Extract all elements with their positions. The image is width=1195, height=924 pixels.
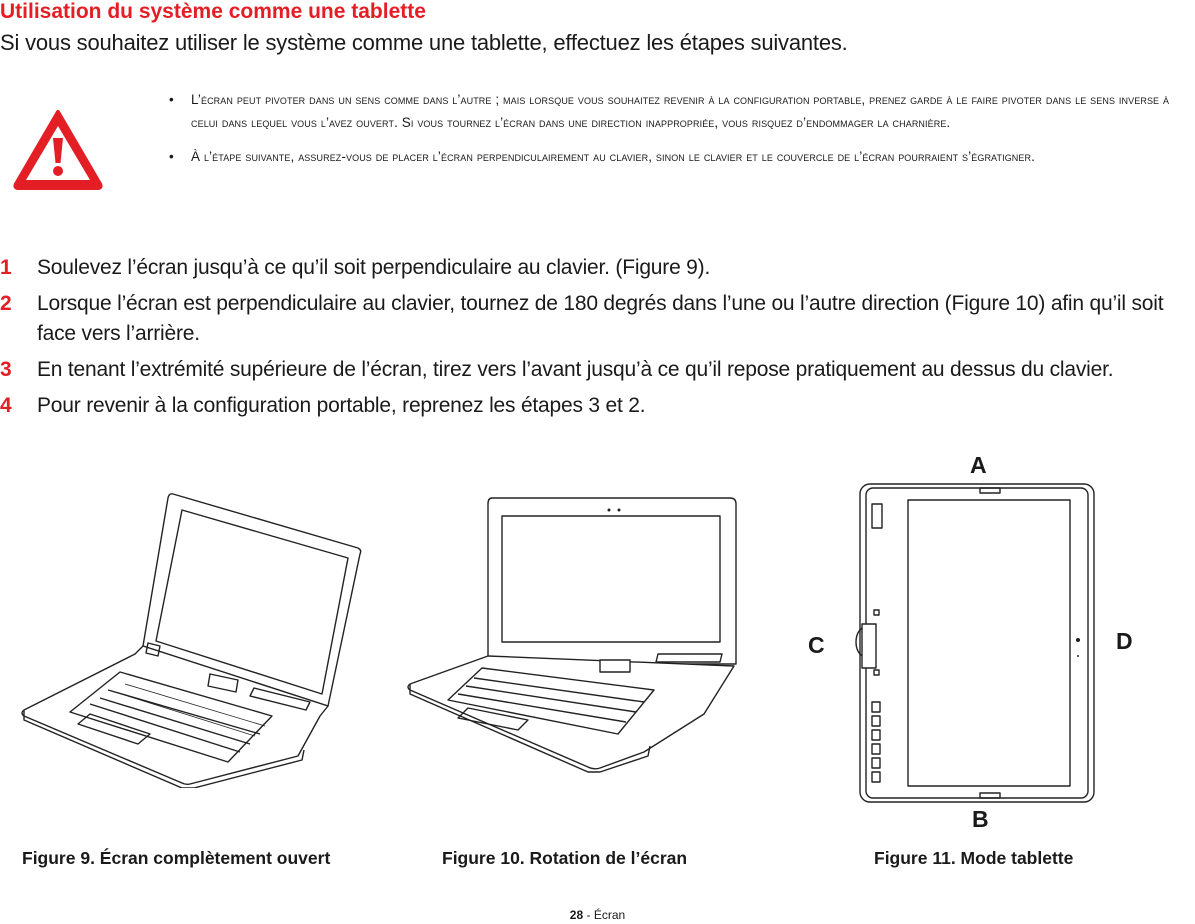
figure-10-screen-rotation (404, 494, 744, 776)
step-item (0, 355, 1195, 385)
warning-item (165, 88, 1190, 134)
figure-11-label-d: D (1116, 628, 1133, 654)
figure-9-caption: Figure 9. Écran complètement ouvert (22, 848, 331, 868)
footer-separator: - (583, 908, 594, 922)
figure-10-caption: Figure 10. Rotation de l’écran (442, 848, 688, 868)
bullet: • (169, 149, 174, 164)
page-number: 28 (569, 908, 584, 922)
figure-11-label-b: B (972, 806, 989, 832)
bullet: • (169, 92, 174, 107)
warning-item (165, 145, 1190, 168)
figure-11-caption: Figure 11. Mode tablette (874, 848, 1074, 868)
step-number: 2 (0, 292, 12, 315)
step-text: Pour revenir à la configuration portable, reprenez les étapes 3 et 2. (37, 394, 646, 417)
step-item (0, 391, 1195, 421)
step-item (0, 289, 1195, 349)
warning-text: À l’étape suivante, assurez-vous de placer l’écran perpendiculairement au clavier, sinon le clavier et le couvercle de l’écran pourraient s’égratigner. (191, 149, 1035, 164)
step-text: Lorsque l’écran est perpendiculaire au clavier, tournez de 180 degrés dans l’une ou l’autre direction (Figure 10) afin qu’il soit face vers l’arrière. (37, 292, 1164, 345)
warning-triangle-icon (12, 108, 104, 190)
warning-list (165, 88, 1190, 179)
figure-9-laptop-open (10, 488, 372, 788)
figure-11-label-c: C (808, 632, 825, 658)
page-title: Utilisation du système comme une tablette (0, 0, 426, 23)
step-number: 1 (0, 256, 12, 279)
figure-11-label-a: A (970, 452, 987, 478)
step-text: Soulevez l’écran jusqu’à ce qu’il soit perpendiculaire au clavier. (Figure 9). (37, 256, 711, 279)
intro-text: Si vous souhaitez utiliser le système comme une tablette, effectuez les étapes suivantes. (0, 30, 848, 55)
step-item (0, 253, 1195, 283)
page-footer (0, 908, 1195, 922)
figure-11-tablet-mode (852, 480, 1102, 806)
step-list (0, 253, 1195, 427)
footer-section: Écran (593, 908, 626, 922)
step-number: 4 (0, 394, 12, 417)
warning-text: L’écran peut pivoter dans un sens comme dans l’autre ; mais lorsque vous souhaitez revenir à la configuration portable, prenez garde à le faire pivoter dans le sens inverse à celui dans lequel vous l’avez ouvert. Si vous tournez l’écran dans une direction inappropriée, vous risquez d’endommager la charnière. (191, 92, 1170, 130)
step-number: 3 (0, 358, 12, 381)
step-text: En tenant l’extrémité supérieure de l’écran, tirez vers l’avant jusqu’à ce qu’il repose pratiquement au dessus du clavier. (37, 358, 1114, 381)
